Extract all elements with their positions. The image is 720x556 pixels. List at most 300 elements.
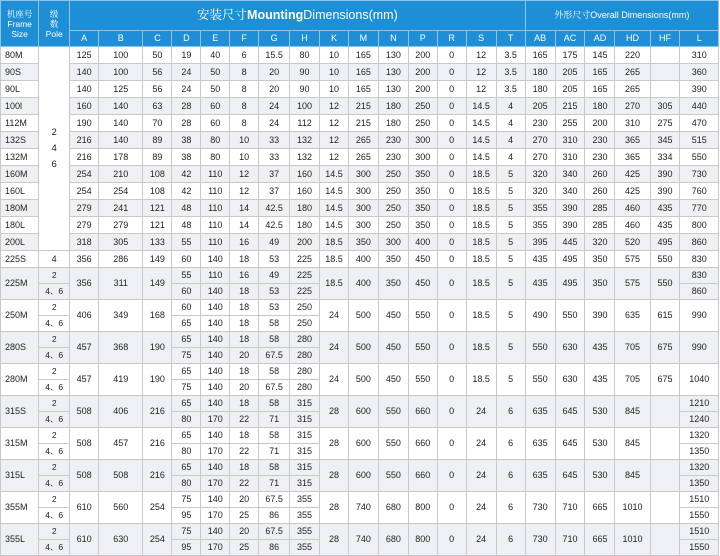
cell-M: 350 [348, 234, 378, 251]
cell-AD: 230 [585, 132, 615, 149]
cell-AB: 730 [525, 524, 555, 556]
cell-F: 8 [230, 64, 259, 81]
cell-S: 12 [466, 81, 496, 98]
cell-H: 315 [290, 476, 320, 492]
cell-K: 24 [320, 300, 349, 332]
table-row [1, 200, 719, 217]
cell-R: 0 [437, 166, 466, 183]
cell-HD: 270 [615, 98, 650, 115]
cell-K: 18.5 [320, 251, 349, 268]
cell-F: 18 [230, 396, 259, 412]
cell-E: 170 [201, 540, 230, 556]
cell-N: 230 [378, 149, 408, 166]
cell-D: 60 [172, 300, 201, 316]
cell-H: 315 [290, 460, 320, 476]
cell-B: 100 [99, 47, 143, 64]
cell-L: 1320 [680, 460, 719, 476]
frame-cell: 200L [1, 234, 39, 251]
pole-cell: 2 [39, 492, 70, 508]
cell-H: 112 [290, 115, 320, 132]
cell-D: 24 [172, 64, 201, 81]
pole-cell: 4、6 [39, 508, 70, 524]
cell-AB: 550 [525, 364, 555, 396]
cell-E: 170 [201, 476, 230, 492]
cell-G: 86 [259, 540, 290, 556]
cell-B: 210 [99, 166, 143, 183]
cell-N: 250 [378, 200, 408, 217]
cell-T: 4 [496, 149, 525, 166]
cell-D: 48 [172, 217, 201, 234]
cell-L: 360 [680, 64, 719, 81]
cell-M: 265 [348, 149, 378, 166]
table-row [1, 300, 719, 316]
cell-S: 24 [466, 428, 496, 460]
cell-AC: 255 [555, 115, 585, 132]
cell-AD: 530 [585, 428, 615, 460]
cell-R: 0 [437, 149, 466, 166]
cell-E: 40 [201, 47, 230, 64]
cell-E: 140 [201, 316, 230, 332]
cell-N: 550 [378, 460, 408, 492]
pole-cell: 2 [39, 396, 70, 412]
col-header-G: G [259, 31, 290, 47]
cell-M: 400 [348, 268, 378, 300]
frame-cell: 132M [1, 149, 39, 166]
cell-S: 18.5 [466, 364, 496, 396]
cell-S: 24 [466, 524, 496, 556]
frame-cell: 100l [1, 98, 39, 115]
cell-K: 10 [320, 47, 349, 64]
cell-R: 0 [437, 332, 466, 364]
cell-H: 80 [290, 47, 320, 64]
cell-D: 28 [172, 115, 201, 132]
cell-K: 24 [320, 332, 349, 364]
cell-HD: 365 [615, 132, 650, 149]
cell-HD: 575 [615, 251, 650, 268]
frame-cell: 250M [1, 300, 39, 332]
cell-L: 730 [680, 166, 719, 183]
cell-C: 216 [143, 428, 172, 460]
cell-E: 140 [201, 524, 230, 540]
cell-B: 349 [99, 300, 143, 332]
cell-A: 610 [70, 492, 99, 524]
cell-L: 1510 [680, 524, 719, 540]
col-header-HD: HD [615, 31, 650, 47]
cell-T: 4 [496, 98, 525, 115]
cell-C: 149 [143, 268, 172, 300]
cell-A: 356 [70, 251, 99, 268]
cell-K: 18.5 [320, 234, 349, 251]
cell-D: 55 [172, 268, 201, 284]
cell-R: 0 [437, 268, 466, 300]
cell-T: 3.5 [496, 81, 525, 98]
cell-E: 170 [201, 412, 230, 428]
cell-AD: 435 [585, 332, 615, 364]
cell-K: 18.5 [320, 268, 349, 300]
cell-HF [650, 81, 680, 98]
cell-D: 80 [172, 444, 201, 460]
cell-D: 42 [172, 166, 201, 183]
cell-HD: 1010 [615, 492, 650, 524]
cell-A: 190 [70, 115, 99, 132]
frame-cell: 355L [1, 524, 39, 556]
cell-F: 10 [230, 149, 259, 166]
table-row [1, 217, 719, 234]
cell-K: 28 [320, 460, 349, 492]
cell-E: 170 [201, 508, 230, 524]
cell-F: 18 [230, 364, 259, 380]
cell-HF: 550 [650, 251, 680, 268]
cell-H: 180 [290, 217, 320, 234]
cell-AD: 180 [585, 98, 615, 115]
cell-H: 160 [290, 183, 320, 200]
cell-K: 10 [320, 81, 349, 98]
cell-F: 16 [230, 268, 259, 284]
cell-R: 0 [437, 524, 466, 556]
frame-cell: 280M [1, 364, 39, 396]
frame-cell: 280S [1, 332, 39, 364]
col-header-E: E [201, 31, 230, 47]
cell-H: 132 [290, 149, 320, 166]
cell-D: 48 [172, 200, 201, 217]
cell-AC: 710 [555, 492, 585, 524]
cell-D: 75 [172, 348, 201, 364]
cell-AC: 340 [555, 166, 585, 183]
cell-S: 18.5 [466, 217, 496, 234]
cell-R: 0 [437, 200, 466, 217]
cell-N: 130 [378, 81, 408, 98]
cell-H: 315 [290, 396, 320, 412]
cell-N: 680 [378, 524, 408, 556]
cell-D: 65 [172, 460, 201, 476]
col-header-N: N [378, 31, 408, 47]
cell-S: 18.5 [466, 166, 496, 183]
cell-T: 6 [496, 396, 525, 428]
cell-B: 457 [99, 428, 143, 460]
cell-E: 140 [201, 380, 230, 396]
cell-P: 660 [408, 460, 437, 492]
cell-G: 67.5 [259, 524, 290, 540]
table-row [1, 81, 719, 98]
cell-E: 110 [201, 234, 230, 251]
cell-K: 12 [320, 132, 349, 149]
cell-K: 28 [320, 428, 349, 460]
cell-R: 0 [437, 81, 466, 98]
frame-cell: 180L [1, 217, 39, 234]
cell-HF: 675 [650, 332, 680, 364]
cell-A: 508 [70, 396, 99, 428]
cell-A: 356 [70, 268, 99, 300]
cell-F: 8 [230, 98, 259, 115]
cell-HD: 365 [615, 149, 650, 166]
cell-G: 67.5 [259, 380, 290, 396]
cell-E: 140 [201, 348, 230, 364]
cell-S: 18.5 [466, 268, 496, 300]
cell-C: 108 [143, 166, 172, 183]
cell-HF [650, 64, 680, 81]
cell-F: 18 [230, 251, 259, 268]
cell-A: 457 [70, 332, 99, 364]
cell-F: 10 [230, 132, 259, 149]
cell-L: 1350 [680, 444, 719, 460]
cell-D: 65 [172, 396, 201, 412]
cell-S: 18.5 [466, 183, 496, 200]
cell-T: 5 [496, 200, 525, 217]
cell-E: 60 [201, 115, 230, 132]
cell-M: 300 [348, 217, 378, 234]
cell-F: 18 [230, 460, 259, 476]
cell-HF: 390 [650, 166, 680, 183]
cell-K: 12 [320, 98, 349, 115]
cell-E: 110 [201, 183, 230, 200]
cell-B: 140 [99, 132, 143, 149]
cell-T: 6 [496, 492, 525, 524]
cell-AD: 530 [585, 460, 615, 492]
table-row [1, 332, 719, 348]
cell-N: 250 [378, 217, 408, 234]
cell-E: 110 [201, 166, 230, 183]
cell-N: 550 [378, 396, 408, 428]
cell-K: 10 [320, 64, 349, 81]
cell-AB: 635 [525, 460, 555, 492]
table-body [1, 47, 719, 556]
cell-C: 108 [143, 183, 172, 200]
cell-HD: 575 [615, 268, 650, 300]
col-header-R: R [437, 31, 466, 47]
cell-P: 300 [408, 149, 437, 166]
cell-S: 18.5 [466, 234, 496, 251]
frame-size-header: 机座号 Frame Size [1, 1, 39, 47]
cell-A: 508 [70, 460, 99, 492]
cell-AB: 635 [525, 396, 555, 428]
cell-H: 160 [290, 166, 320, 183]
cell-N: 450 [378, 300, 408, 332]
cell-E: 140 [201, 460, 230, 476]
cell-H: 355 [290, 492, 320, 508]
cell-D: 42 [172, 183, 201, 200]
cell-HD: 520 [615, 234, 650, 251]
table-row [1, 251, 719, 268]
cell-A: 254 [70, 166, 99, 183]
cell-T: 6 [496, 524, 525, 556]
cell-AB: 180 [525, 81, 555, 98]
cell-P: 350 [408, 183, 437, 200]
cell-G: 49 [259, 268, 290, 284]
cell-AC: 645 [555, 396, 585, 428]
cell-HD: 705 [615, 332, 650, 364]
cell-S: 24 [466, 396, 496, 428]
cell-HD: 460 [615, 217, 650, 234]
cell-P: 550 [408, 300, 437, 332]
cell-K: 28 [320, 492, 349, 524]
cell-G: 53 [259, 300, 290, 316]
cell-AD: 230 [585, 149, 615, 166]
cell-AC: 495 [555, 251, 585, 268]
cell-A: 216 [70, 149, 99, 166]
cell-D: 65 [172, 316, 201, 332]
cell-N: 130 [378, 47, 408, 64]
pole-cell: 4、6 [39, 444, 70, 460]
cell-C: 70 [143, 115, 172, 132]
cell-H: 315 [290, 444, 320, 460]
cell-G: 67.5 [259, 492, 290, 508]
cell-AD: 165 [585, 64, 615, 81]
cell-AB: 180 [525, 64, 555, 81]
cell-F: 14 [230, 200, 259, 217]
cell-AD: 200 [585, 115, 615, 132]
cell-N: 450 [378, 364, 408, 396]
pole-cell: 2 [39, 460, 70, 476]
cell-P: 250 [408, 115, 437, 132]
cell-AC: 215 [555, 98, 585, 115]
cell-HD: 845 [615, 460, 650, 492]
cell-AC: 390 [555, 217, 585, 234]
cell-C: 254 [143, 524, 172, 556]
cell-AB: 395 [525, 234, 555, 251]
cell-L: 990 [680, 332, 719, 364]
cell-AC: 175 [555, 47, 585, 64]
cell-R: 0 [437, 364, 466, 396]
cell-AD: 260 [585, 166, 615, 183]
cell-AB: 355 [525, 200, 555, 217]
cell-N: 450 [378, 332, 408, 364]
cell-M: 165 [348, 64, 378, 81]
cell-T: 5 [496, 234, 525, 251]
cell-H: 132 [290, 132, 320, 149]
cell-T: 4 [496, 132, 525, 149]
cell-C: 216 [143, 460, 172, 492]
table-row [1, 396, 719, 412]
cell-H: 250 [290, 316, 320, 332]
col-header-K: K [320, 31, 349, 47]
cell-P: 450 [408, 251, 437, 268]
frame-cell: 225M [1, 268, 39, 300]
cell-S: 18.5 [466, 300, 496, 332]
cell-L: 860 [680, 284, 719, 300]
cell-G: 37 [259, 166, 290, 183]
cell-K: 24 [320, 364, 349, 396]
cell-AC: 495 [555, 268, 585, 300]
cell-L: 860 [680, 234, 719, 251]
cell-HF [650, 524, 680, 556]
cell-F: 22 [230, 412, 259, 428]
cell-D: 75 [172, 524, 201, 540]
cell-HD: 845 [615, 396, 650, 428]
cell-D: 80 [172, 412, 201, 428]
cell-AC: 550 [555, 300, 585, 332]
cell-S: 24 [466, 492, 496, 524]
cell-R: 0 [437, 300, 466, 332]
cell-L: 800 [680, 217, 719, 234]
cell-G: 53 [259, 251, 290, 268]
cell-P: 660 [408, 396, 437, 428]
cell-L: 990 [680, 300, 719, 332]
cell-N: 300 [378, 234, 408, 251]
cell-B: 140 [99, 98, 143, 115]
col-header-S: S [466, 31, 496, 47]
cell-H: 90 [290, 64, 320, 81]
pole-cell: 2 [39, 332, 70, 348]
cell-B: 630 [99, 524, 143, 556]
column-header-row [1, 31, 719, 47]
pole-cell: 4、6 [39, 476, 70, 492]
pole-group-cell [39, 47, 70, 251]
frame-cell: 180M [1, 200, 39, 217]
frame-cell: 112M [1, 115, 39, 132]
cell-AB: 320 [525, 166, 555, 183]
cell-M: 165 [348, 47, 378, 64]
cell-G: 24 [259, 115, 290, 132]
cell-T: 5 [496, 251, 525, 268]
cell-E: 50 [201, 81, 230, 98]
cell-P: 800 [408, 524, 437, 556]
cell-F: 25 [230, 540, 259, 556]
cell-P: 200 [408, 64, 437, 81]
cell-AB: 320 [525, 183, 555, 200]
cell-C: 190 [143, 332, 172, 364]
cell-A: 406 [70, 300, 99, 332]
cell-H: 280 [290, 364, 320, 380]
cell-AD: 530 [585, 396, 615, 428]
cell-K: 12 [320, 115, 349, 132]
cell-HF [650, 396, 680, 428]
cell-S: 14.5 [466, 149, 496, 166]
cell-P: 550 [408, 332, 437, 364]
cell-E: 50 [201, 64, 230, 81]
cell-AC: 310 [555, 149, 585, 166]
cell-H: 250 [290, 300, 320, 316]
cell-B: 311 [99, 268, 143, 300]
table-row [1, 268, 719, 284]
pole-cell: 2 [39, 300, 70, 316]
col-header-D: D [172, 31, 201, 47]
frame-cell: 132S [1, 132, 39, 149]
cell-N: 250 [378, 166, 408, 183]
cell-C: 190 [143, 364, 172, 396]
cell-F: 25 [230, 508, 259, 524]
cell-AB: 165 [525, 47, 555, 64]
cell-P: 450 [408, 268, 437, 300]
cell-B: 254 [99, 183, 143, 200]
cell-R: 0 [437, 234, 466, 251]
cell-D: 65 [172, 364, 201, 380]
cell-G: 20 [259, 64, 290, 81]
cell-G: 58 [259, 364, 290, 380]
cell-G: 33 [259, 149, 290, 166]
cell-P: 800 [408, 492, 437, 524]
cell-G: 37 [259, 183, 290, 200]
cell-G: 58 [259, 428, 290, 444]
cell-AD: 435 [585, 364, 615, 396]
frame-cell: 160M [1, 166, 39, 183]
cell-D: 75 [172, 380, 201, 396]
table-row [1, 428, 719, 444]
cell-HF [650, 460, 680, 492]
cell-D: 55 [172, 234, 201, 251]
cell-T: 5 [496, 300, 525, 332]
cell-L: 1240 [680, 412, 719, 428]
cell-P: 300 [408, 132, 437, 149]
cell-L: 1510 [680, 492, 719, 508]
cell-G: 58 [259, 332, 290, 348]
cell-AB: 270 [525, 149, 555, 166]
cell-HD: 425 [615, 183, 650, 200]
cell-D: 65 [172, 428, 201, 444]
cell-N: 680 [378, 492, 408, 524]
cell-AD: 390 [585, 300, 615, 332]
cell-P: 200 [408, 81, 437, 98]
cell-AD: 350 [585, 268, 615, 300]
